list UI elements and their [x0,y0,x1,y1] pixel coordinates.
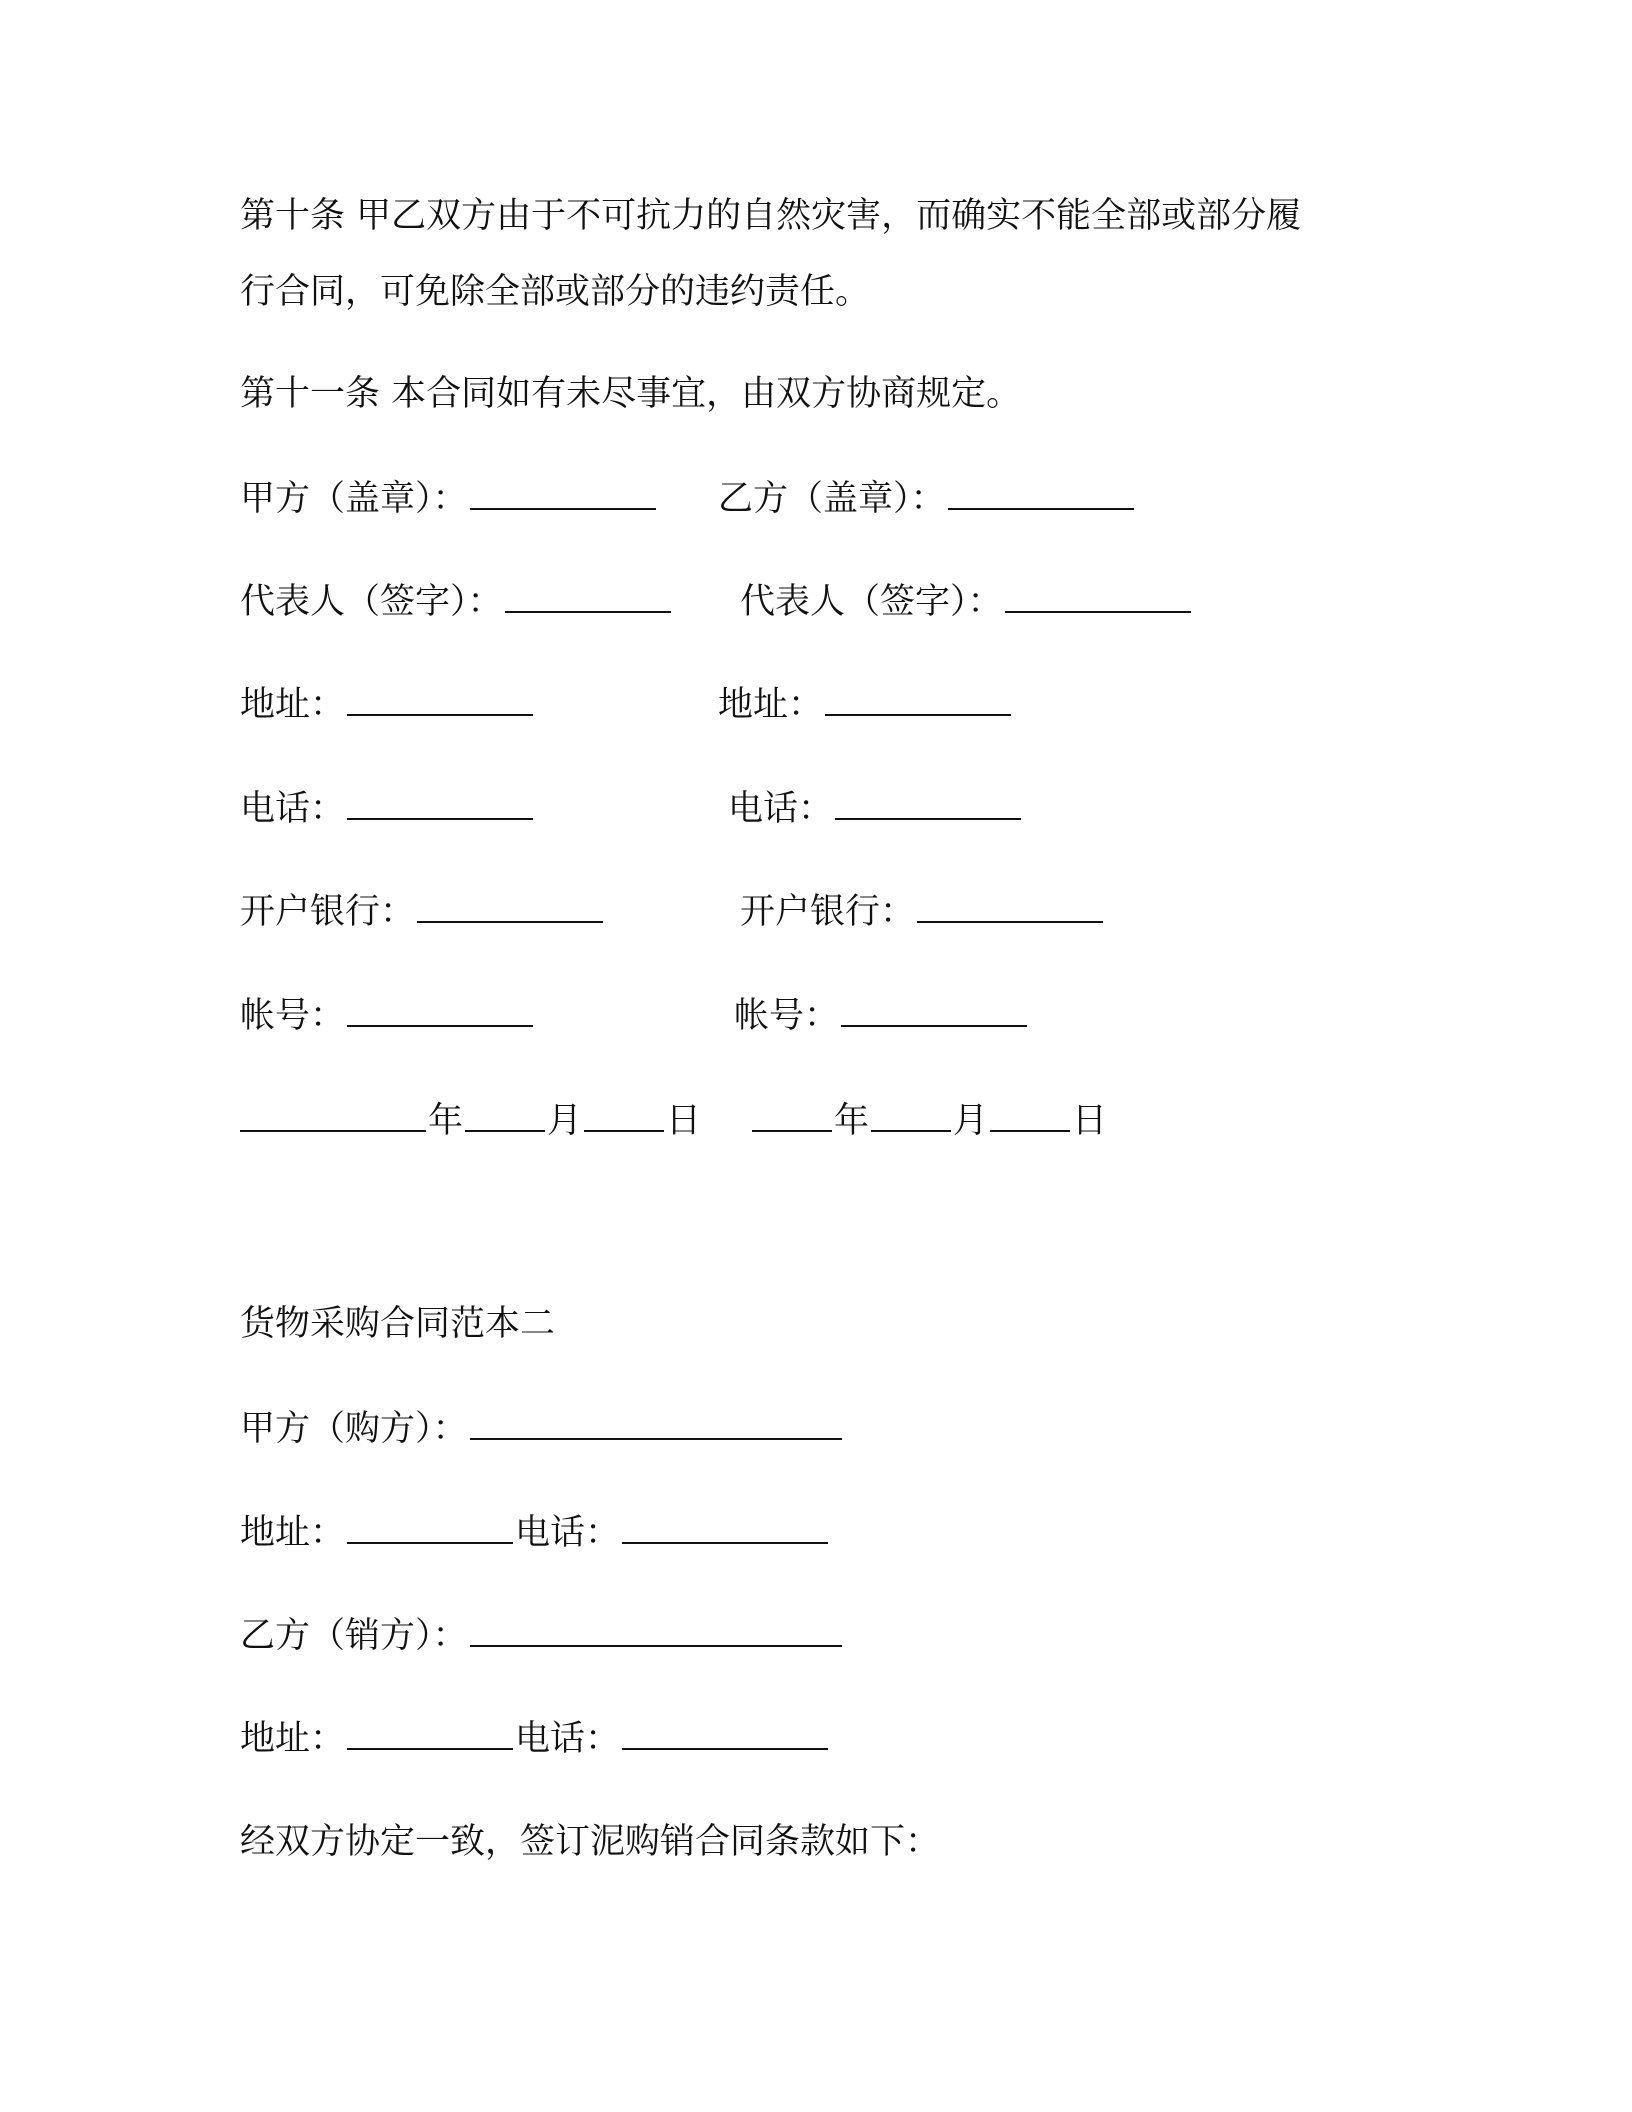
date-a-day-blank[interactable] [584,1100,664,1132]
account-b-blank[interactable] [841,995,1027,1027]
seller-address-blank[interactable] [347,1718,513,1750]
bank-a-blank[interactable] [417,891,603,923]
seller-blank[interactable] [470,1615,842,1647]
account-a-label: 帐号： [240,996,346,1036]
date-b-year-label: 年 [834,1101,870,1141]
seller-phone-label: 电话： [515,1719,621,1759]
address-b-label: 地址： [718,685,824,725]
rep-a-row [240,581,673,622]
date-b-month-blank[interactable] [871,1100,951,1132]
rep-a-blank[interactable] [505,581,671,613]
party-a-seal-label: 甲方（盖章）： [240,479,468,519]
clause-10-line-2: 行合同，可免除全部或部分的违约责任。 [240,272,871,312]
rep-b-label: 代表人（签字）： [740,582,1003,622]
date-a-month-blank[interactable] [465,1100,545,1132]
date-b-row [752,1100,1107,1141]
buyer-phone-blank[interactable] [622,1512,828,1544]
seller-contact-row [240,1718,830,1759]
party-b-seal-row [718,478,1136,519]
bank-b-blank[interactable] [917,891,1103,923]
address-b-blank[interactable] [825,684,1011,716]
seller-row [240,1615,844,1656]
buyer-phone-label: 电话： [515,1513,621,1553]
date-a-year-blank[interactable] [240,1100,426,1132]
address-a-label: 地址： [240,685,346,725]
date-a-year-label: 年 [428,1101,464,1141]
address-b-row [718,684,1013,725]
party-b-seal-blank[interactable] [948,478,1134,510]
phone-a-label: 电话： [240,789,346,829]
date-a-day-label: 日 [666,1101,702,1141]
phone-a-row [240,788,535,829]
rep-b-blank[interactable] [1005,581,1191,613]
buyer-blank[interactable] [470,1408,842,1440]
bank-a-label: 开户银行： [240,892,416,932]
account-a-row [240,995,535,1036]
address-a-row [240,684,535,725]
rep-a-label: 代表人（签字）： [240,582,503,622]
phone-a-blank[interactable] [347,788,533,820]
phone-b-row [728,788,1023,829]
phone-b-label: 电话： [728,789,834,829]
account-b-row [734,995,1029,1036]
buyer-address-blank[interactable] [347,1512,513,1544]
template2-title: 货物采购合同范本二 [240,1304,556,1344]
phone-b-blank[interactable] [835,788,1021,820]
bank-a-row [240,891,605,932]
date-b-day-blank[interactable] [990,1100,1070,1132]
seller-address-label: 地址： [240,1719,346,1759]
agreement-text: 经双方协定一致，签订泥购销合同条款如下： [240,1822,941,1862]
account-b-label: 帐号： [734,996,840,1036]
bank-b-row [740,891,1105,932]
buyer-contact-row [240,1512,830,1553]
party-b-seal-label: 乙方（盖章）： [718,479,946,519]
rep-b-row [740,581,1193,622]
buyer-row [240,1408,844,1449]
account-a-blank[interactable] [347,995,533,1027]
date-a-row [240,1100,701,1141]
buyer-label: 甲方（购方）： [240,1409,468,1449]
seller-label: 乙方（销方）： [240,1616,468,1656]
date-b-month-label: 月 [953,1101,989,1141]
address-a-blank[interactable] [347,684,533,716]
buyer-address-label: 地址： [240,1513,346,1553]
party-a-seal-blank[interactable] [470,478,656,510]
date-b-year-blank[interactable] [752,1100,832,1132]
clause-10-line-1: 第十条 甲乙双方由于不可抗力的自然灾害，而确实不能全部或部分履 [240,196,1302,236]
date-a-month-label: 月 [547,1101,583,1141]
bank-b-label: 开户银行： [740,892,916,932]
date-b-day-label: 日 [1072,1101,1108,1141]
party-a-seal-row [240,478,658,519]
seller-phone-blank[interactable] [622,1718,828,1750]
clause-11: 第十一条 本合同如有未尽事宜，由双方协商规定。 [240,374,1022,414]
